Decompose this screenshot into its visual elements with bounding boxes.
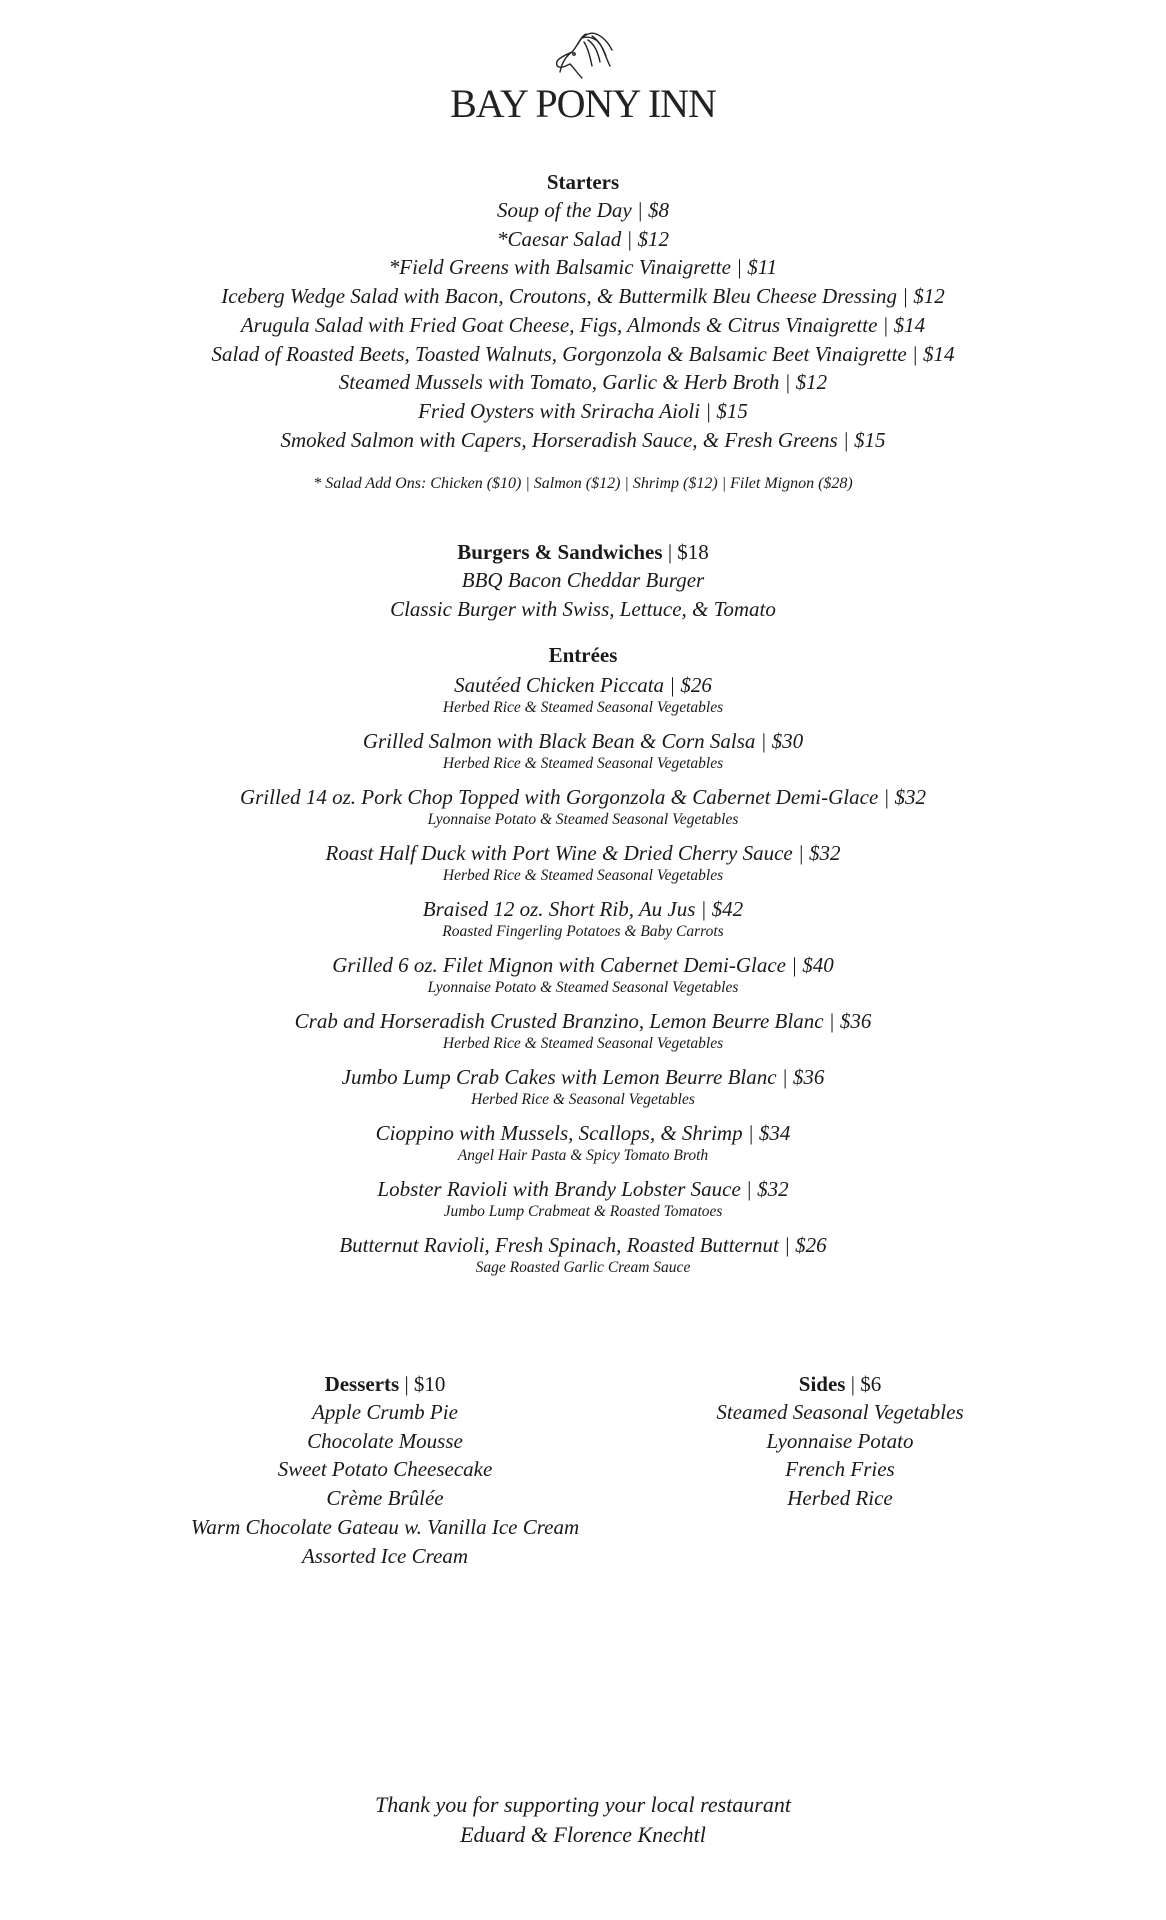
entree-item xyxy=(0,951,1166,997)
section-price: | $18 xyxy=(662,540,709,564)
menu-item: Sweet Potato Cheesecake xyxy=(277,1457,493,1482)
entree-name: Sautéed Chicken Piccata | $26 xyxy=(454,673,712,697)
sides-section xyxy=(680,1370,1000,1513)
menu-item: Classic Burger with Swiss, Lettuce, & Tomato xyxy=(390,596,776,621)
menu-item: BBQ Bacon Cheddar Burger xyxy=(461,568,705,592)
menu-item: Soup of the Day | $8 xyxy=(497,198,669,222)
entree-accompaniment: Lyonnaise Potato & Steamed Seasonal Vegetables xyxy=(427,979,739,996)
section-heading xyxy=(0,538,1166,566)
menu-item: Assorted Ice Cream xyxy=(301,1543,469,1568)
section-heading xyxy=(680,1370,1000,1398)
logo-wordmark: BAY PONY INN xyxy=(450,81,716,126)
entree-item xyxy=(0,1007,1166,1053)
menu-item: *Caesar Salad | $12 xyxy=(496,226,670,251)
horse-head-icon xyxy=(548,28,618,80)
menu-item: Steamed Seasonal Vegetables xyxy=(716,1400,964,1424)
entree-name: Butternut Ravioli, Fresh Spinach, Roasted Butternut | $26 xyxy=(339,1233,827,1257)
owners-signature: Eduard & Florence Knechtl xyxy=(460,1822,706,1847)
entree-name: Grilled 6 oz. Filet Mignon with Cabernet Demi-Glace | $40 xyxy=(332,953,834,977)
section-title: Burgers & Sandwiches xyxy=(457,540,663,564)
entree-item xyxy=(0,783,1166,829)
menu-item: Smoked Salmon with Capers, Horseradish Sauce, & Fresh Greens | $15 xyxy=(280,427,886,452)
entree-name: Cioppino with Mussels, Scallops, & Shrimp | $34 xyxy=(375,1121,791,1145)
footer xyxy=(0,1790,1166,1850)
menu-item: French Fries xyxy=(785,1457,895,1482)
menu-item: Arugula Salad with Fried Goat Cheese, Figs, Almonds & Citrus Vinaigrette | $14 xyxy=(240,312,926,337)
entree-item xyxy=(0,727,1166,773)
entree-item xyxy=(0,1231,1166,1277)
menu-item: Lyonnaise Potato xyxy=(766,1428,914,1453)
entree-accompaniment: Lyonnaise Potato & Steamed Seasonal Vegetables xyxy=(427,811,739,828)
entree-accompaniment: Herbed Rice & Steamed Seasonal Vegetables xyxy=(442,755,724,772)
menu-item: Chocolate Mousse xyxy=(307,1428,463,1453)
burgers-section xyxy=(0,538,1166,623)
desserts-section xyxy=(150,1370,620,1570)
section-title: Desserts xyxy=(324,1372,400,1396)
section-price: | $10 xyxy=(399,1372,446,1396)
entree-accompaniment: Sage Roasted Garlic Cream Sauce xyxy=(475,1259,691,1276)
entree-name: Grilled 14 oz. Pork Chop Topped with Gorgonzola & Cabernet Demi-Glace | $32 xyxy=(239,785,927,809)
menu-item: Herbed Rice xyxy=(787,1486,893,1511)
menu-item: Fried Oysters with Sriracha Aioli | $15 xyxy=(418,398,748,423)
menu-item: Apple Crumb Pie xyxy=(312,1400,458,1424)
entree-accompaniment: Roasted Fingerling Potatoes & Baby Carrots xyxy=(442,923,724,940)
entree-name: Crab and Horseradish Crusted Branzino, Lemon Beurre Blanc | $36 xyxy=(294,1009,872,1033)
entree-item xyxy=(0,895,1166,941)
starters-section xyxy=(0,168,1166,494)
menu-item: Crème Brûlée xyxy=(326,1486,444,1511)
menu-item: *Field Greens with Balsamic Vinaigrette | $11 xyxy=(388,255,778,280)
entree-item xyxy=(0,839,1166,885)
entree-accompaniment: Angel Hair Pasta & Spicy Tomato Broth xyxy=(457,1147,709,1164)
entree-accompaniment: Herbed Rice & Steamed Seasonal Vegetables xyxy=(442,699,724,716)
entree-accompaniment: Herbed Rice & Steamed Seasonal Vegetables xyxy=(442,867,724,884)
entree-name: Lobster Ravioli with Brandy Lobster Sauce | $32 xyxy=(377,1177,789,1201)
entree-item xyxy=(0,1119,1166,1165)
section-heading xyxy=(150,1370,620,1398)
menu-item: Steamed Mussels with Tomato, Garlic & Herb Broth | $12 xyxy=(338,370,828,395)
thank-you-note: Thank you for supporting your local restaurant xyxy=(375,1792,791,1817)
menu-item: Warm Chocolate Gateau w. Vanilla Ice Cream xyxy=(190,1514,580,1539)
entree-item xyxy=(0,1175,1166,1221)
entrees-section xyxy=(0,641,1166,1287)
entree-accompaniment: Herbed Rice & Steamed Seasonal Vegetables xyxy=(442,1035,724,1052)
salad-add-ons-note: * Salad Add Ons: Chicken ($10) | Salmon ($12) | Shrimp ($12) | Filet Mignon ($28) xyxy=(313,475,853,493)
menu-item: Salad of Roasted Beets, Toasted Walnuts, Gorgonzola & Balsamic Beet Vinaigrette | $14 xyxy=(211,341,955,366)
entree-accompaniment: Jumbo Lump Crabmeat & Roasted Tomatoes xyxy=(443,1203,723,1220)
entree-name: Roast Half Duck with Port Wine & Dried Cherry Sauce | $32 xyxy=(325,841,841,865)
entree-name: Braised 12 oz. Short Rib, Au Jus | $42 xyxy=(422,897,744,921)
menu-item: Iceberg Wedge Salad with Bacon, Croutons, & Buttermilk Bleu Cheese Dressing | $12 xyxy=(221,284,945,309)
logo xyxy=(0,28,1166,126)
entree-item xyxy=(0,671,1166,717)
section-price: | $6 xyxy=(845,1372,882,1396)
section-heading: Entrées xyxy=(548,643,618,667)
entree-name: Grilled Salmon with Black Bean & Corn Salsa | $30 xyxy=(362,729,804,753)
entree-name: Jumbo Lump Crab Cakes with Lemon Beurre Blanc | $36 xyxy=(341,1065,825,1089)
entree-accompaniment: Herbed Rice & Seasonal Vegetables xyxy=(471,1091,695,1108)
section-heading: Starters xyxy=(546,170,620,194)
entree-item xyxy=(0,1063,1166,1109)
section-title: Sides xyxy=(798,1372,846,1396)
